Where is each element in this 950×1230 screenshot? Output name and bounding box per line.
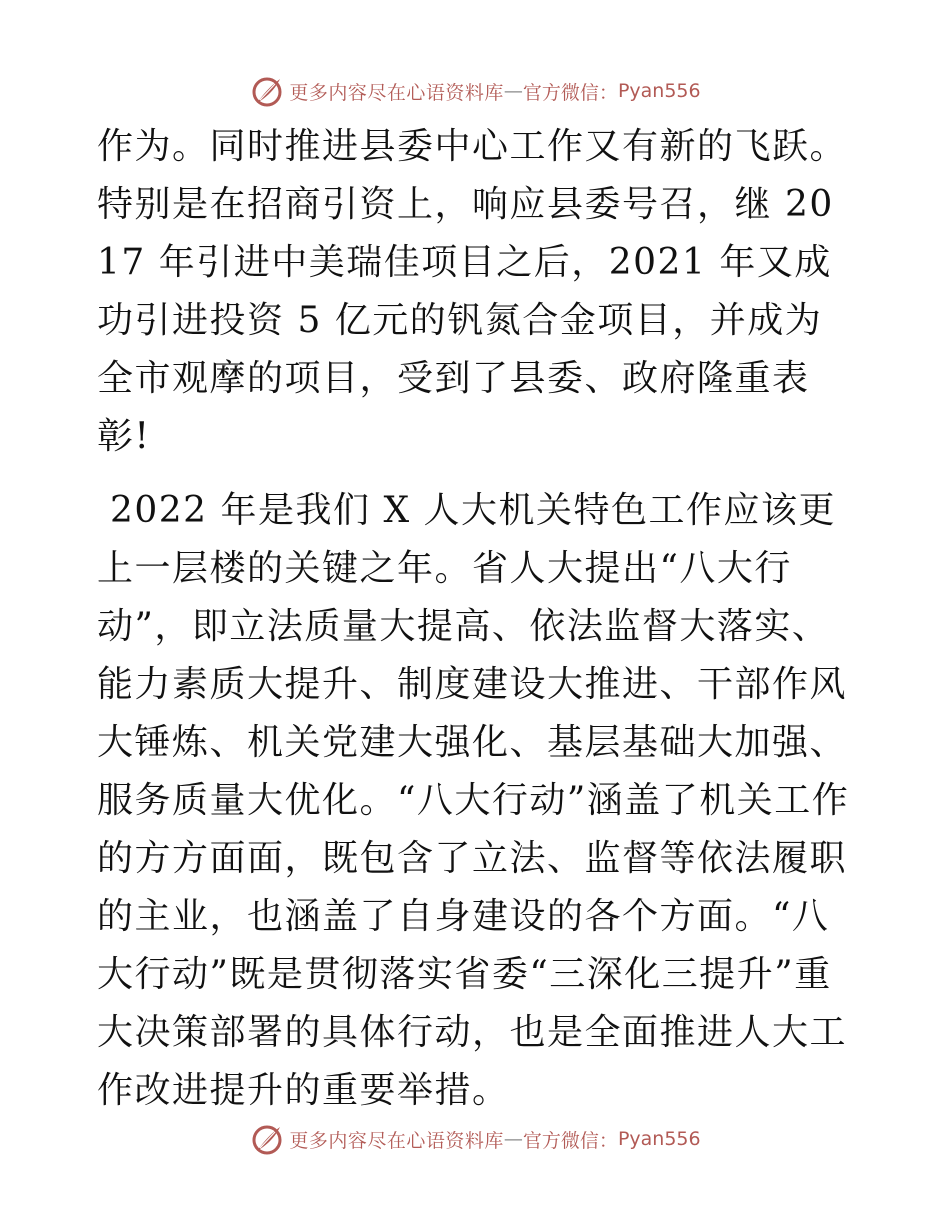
watermark-brand-text: 更多内容尽在心语资料库 xyxy=(289,1129,504,1152)
feather-quill-logo-icon xyxy=(249,1121,285,1157)
watermark-separator: — xyxy=(503,80,523,102)
watermark-contact-label: 官方微信： xyxy=(522,1129,618,1152)
watermark-contact-id: Pyan556 xyxy=(617,1128,701,1150)
watermark-contact-id: Pyan556 xyxy=(617,80,701,102)
header-watermark xyxy=(0,71,950,111)
feather-quill-logo-icon xyxy=(249,73,285,109)
paragraph-1: 作为。同时推进县委中心工作又有新的飞跃。特别是在招商引资上，响应县委号召，继 2017 年引进中美瑞佳项目之后，2021 年又成功引进投资 5 亿元的钒氮合金项目，并成为全市观摩的项目，受到了县委、政府隆重表彰! xyxy=(97,126,848,457)
watermark-brand-text: 更多内容尽在心语资料库 xyxy=(289,81,504,104)
footer-watermark xyxy=(0,1119,950,1159)
watermark-contact-label: 官方微信： xyxy=(522,81,618,104)
watermark-separator: — xyxy=(503,1128,523,1150)
paragraph-2: 2022 年是我们 X 人大机关特色工作应该更上一层楼的关键之年。省人大提出“八大行动”，即立法质量大提高、依法监督大落实、能力素质大提升、制度建设大推进、干部作风大锤炼、机关党建大强化、基层基础大加强、服务质量大优化。“八大行动”涵盖了机关工作的方方面面，既包含了立法、监督等依法履职的主业，也涵盖了自身建设的各个方面。“八大行动”既是贯彻落实省委“三深化三提升”重大决策部署的具体行动，也是全面推进人大工作改进提升的重要举措。 xyxy=(97,490,850,1111)
document-body xyxy=(97,118,857,1120)
